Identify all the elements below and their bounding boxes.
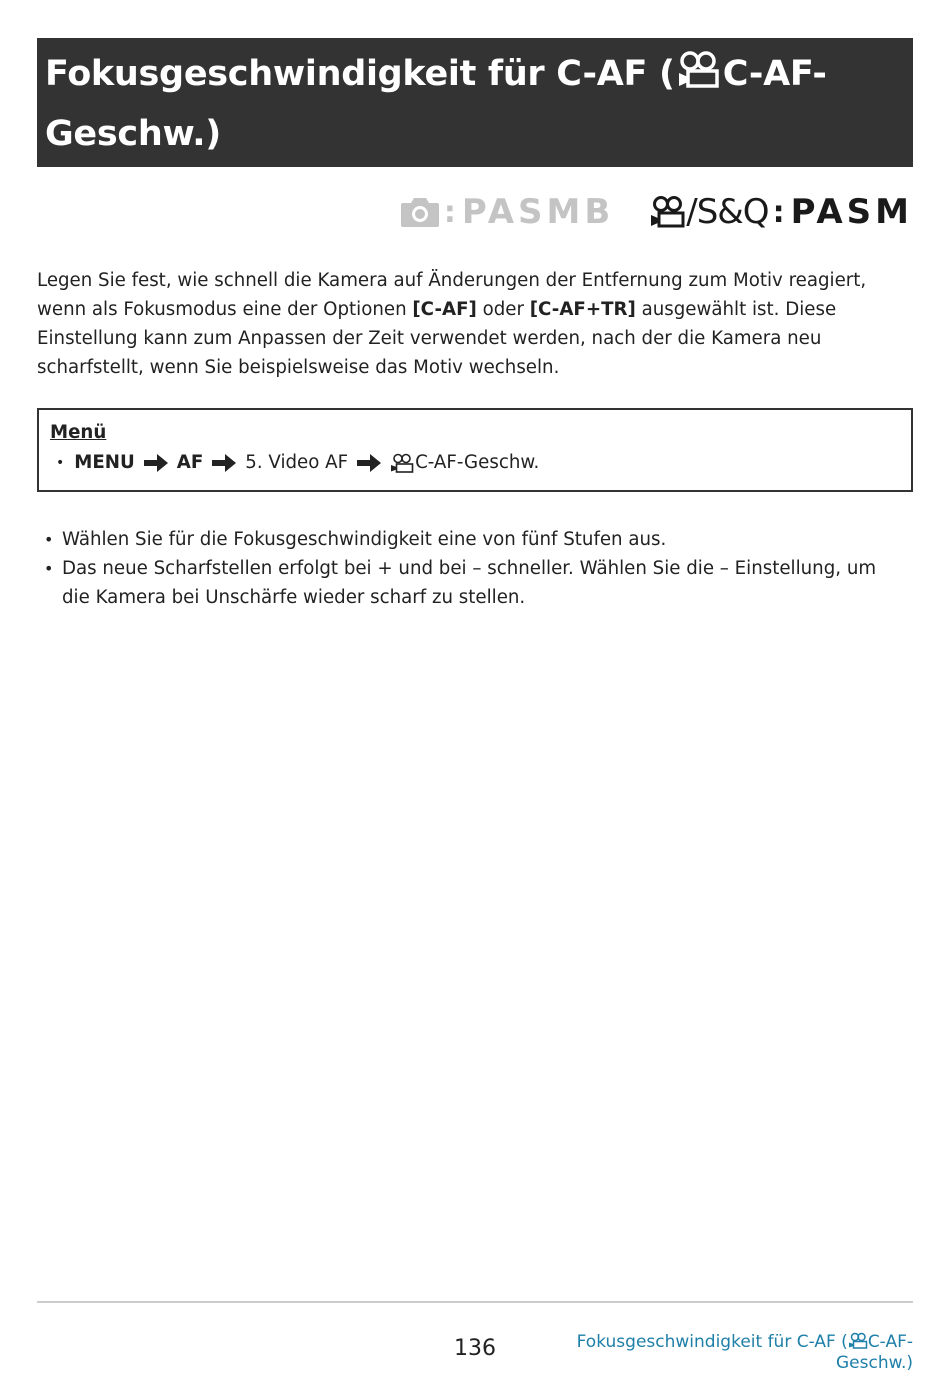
video-mode-letters: PASM bbox=[790, 192, 913, 232]
menu-step-c-af-geschw: C-AF-Geschw. bbox=[415, 452, 540, 473]
title-text-line2: Geschw.) bbox=[45, 114, 221, 154]
menu-bullet: • bbox=[56, 455, 65, 471]
mode-indicators bbox=[400, 190, 913, 234]
footer-divider bbox=[37, 1301, 913, 1303]
menu-step-af: AF bbox=[176, 452, 204, 473]
menu-step-video-af: 5. Video AF bbox=[245, 452, 349, 473]
right-arrow-icon bbox=[143, 453, 169, 473]
title-text-part1: Fokusgeschwindigkeit für C-AF ( bbox=[45, 54, 675, 94]
movie-camera-icon bbox=[650, 195, 686, 229]
photo-mode-letters: PASMB bbox=[461, 192, 615, 232]
photo-modes bbox=[400, 192, 614, 232]
menu-step-menu: MENU bbox=[74, 452, 135, 473]
menu-box bbox=[37, 408, 913, 492]
page-title bbox=[37, 38, 913, 167]
title-text-part2: C-AF- bbox=[722, 54, 827, 94]
right-arrow-icon bbox=[211, 453, 237, 473]
option-c-af-tr: [C-AF+TR] bbox=[529, 299, 636, 320]
camera-icon bbox=[400, 195, 440, 229]
movie-camera-icon bbox=[848, 1332, 868, 1349]
intro-paragraph bbox=[37, 266, 907, 382]
intro-text-3: ausgewählt ist. Diese Einstellung kann zum Anpassen der Zeit verwendet werden, nach der die Kamera neu scharfstellt, wenn Sie beispielsweise das Motiv wechseln. bbox=[37, 299, 837, 378]
footer-link-part1: Fokusgeschwindigkeit für C-AF ( bbox=[576, 1332, 848, 1352]
intro-text-1: Legen Sie fest, wie schnell die Kamera auf Änderungen der Entfernung zum Motiv reagiert, wenn als Fokusmodus eine der Optionen bbox=[37, 270, 867, 320]
movie-camera-icon bbox=[677, 51, 721, 89]
footer-section-link[interactable] bbox=[573, 1332, 913, 1374]
page-number: 136 bbox=[454, 1336, 496, 1361]
video-modes bbox=[650, 192, 913, 232]
list-item: • Das neue Scharfstellen erfolgt bei + und bei – schneller. Wählen Sie die – Einstellung, um die Kamera bei Unschärfe wieder scharf zu stellen. bbox=[44, 554, 904, 612]
info-bullet-list bbox=[44, 525, 904, 612]
footer-link-line2: Geschw.) bbox=[836, 1353, 913, 1373]
menu-heading: Menü bbox=[50, 422, 107, 443]
sq-mode-label: /S&Q bbox=[686, 192, 769, 232]
intro-text-2: oder bbox=[476, 299, 530, 320]
right-arrow-icon bbox=[356, 453, 382, 473]
movie-camera-icon bbox=[390, 453, 414, 473]
video-colon: : bbox=[772, 194, 785, 230]
list-item: • Wählen Sie für die Fokusgeschwindigkeit eine von fünf Stufen aus. bbox=[44, 525, 904, 554]
option-c-af: [C-AF] bbox=[412, 299, 477, 320]
footer-link-part2: C-AF- bbox=[867, 1332, 913, 1352]
menu-path bbox=[50, 450, 900, 476]
photo-colon: : bbox=[443, 194, 456, 230]
